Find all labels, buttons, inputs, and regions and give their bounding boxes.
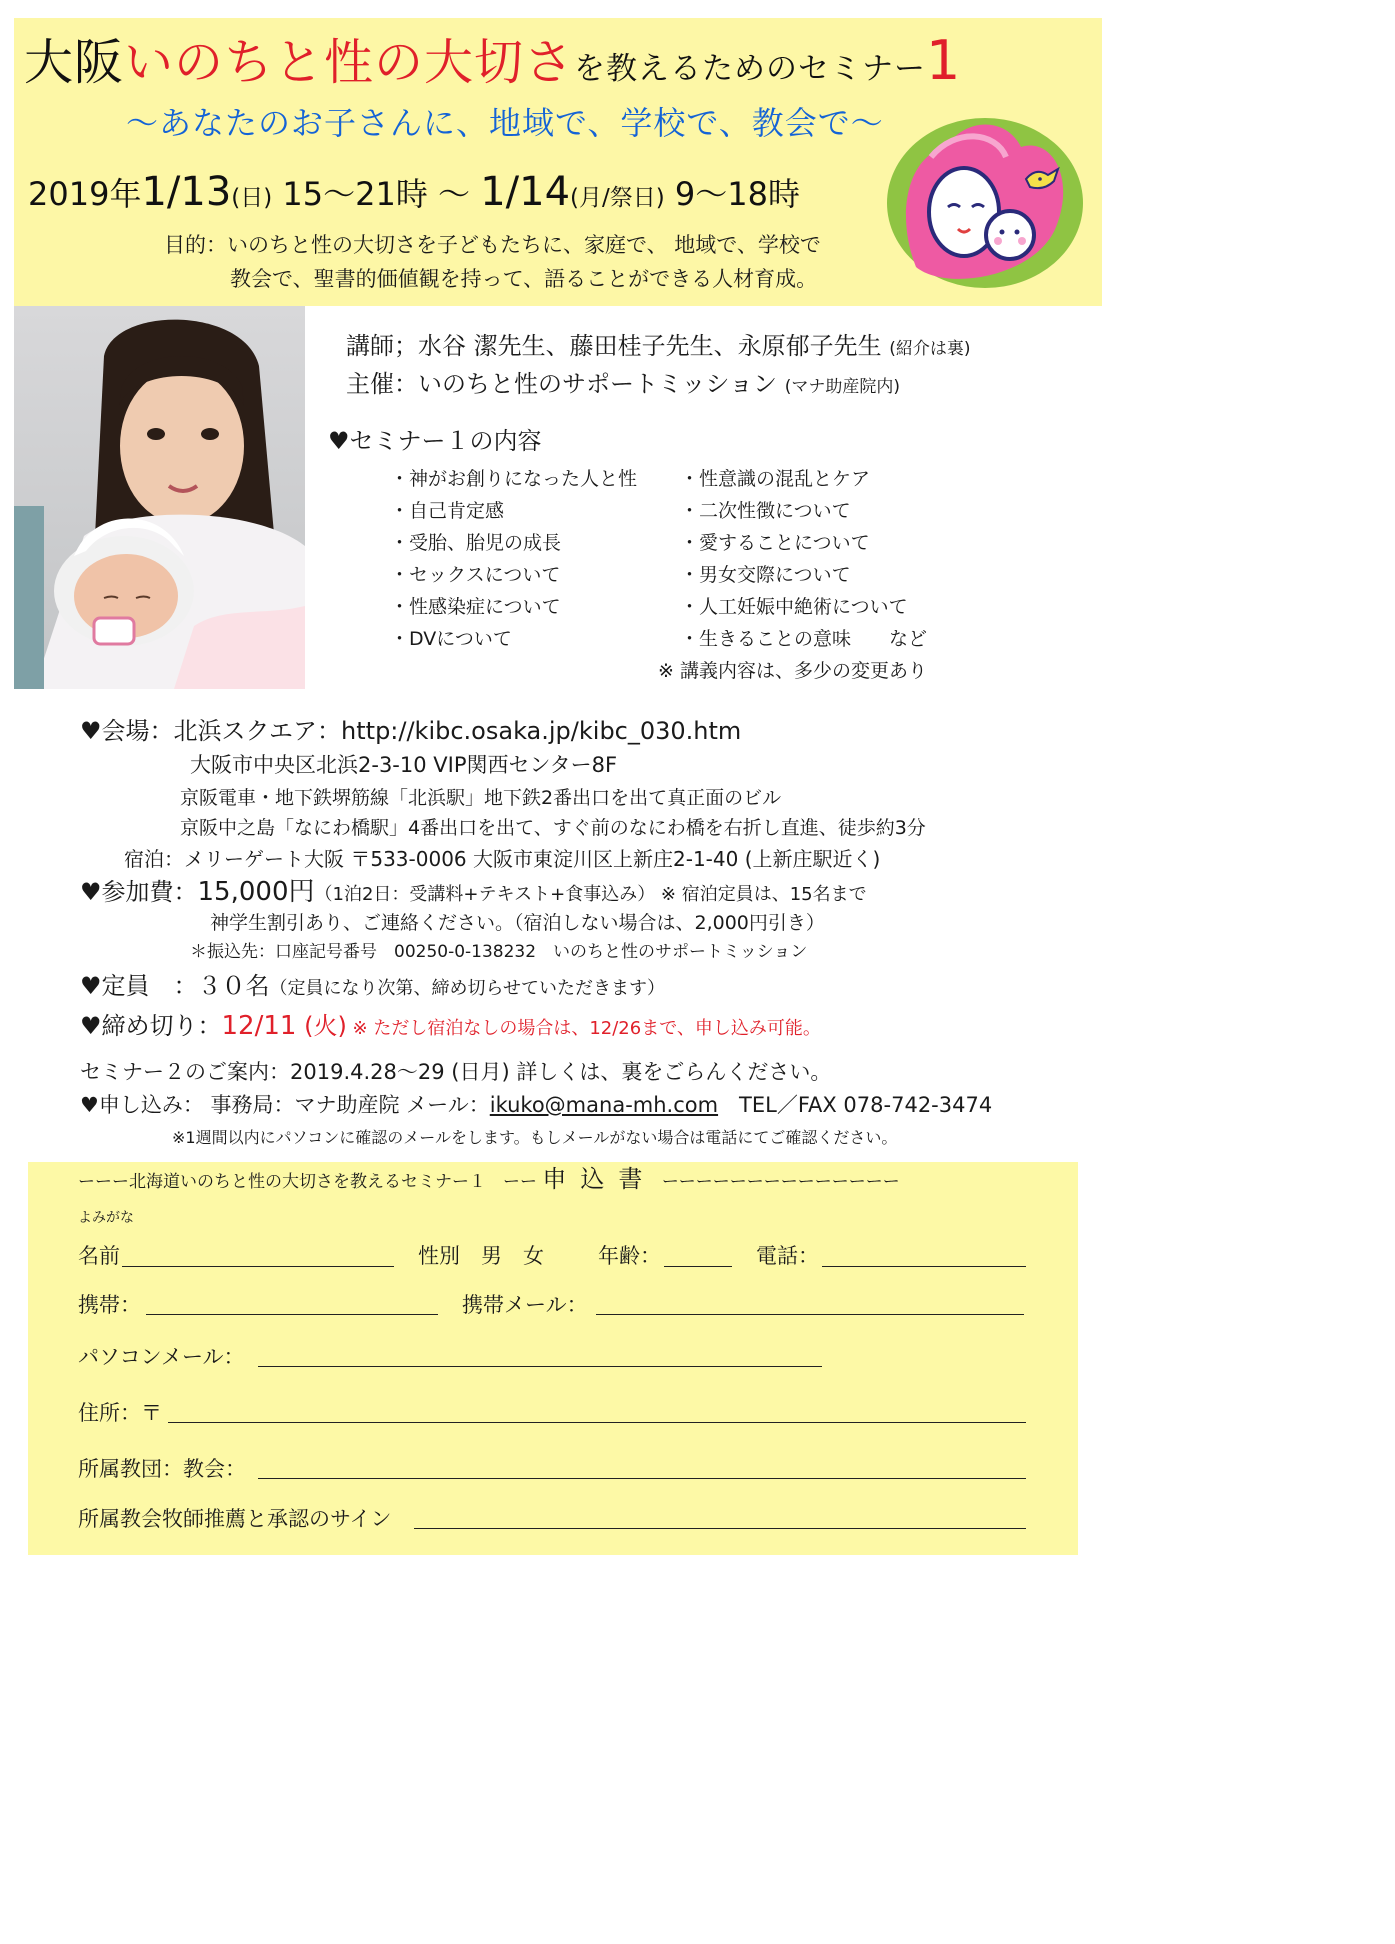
change-note: ※ 講義内容は、多少の変更あり <box>658 660 927 682</box>
mother-and-baby-logo-icon <box>886 117 1084 289</box>
content-heading: ♥セミナー１の内容 <box>328 427 542 455</box>
deadline-note: ※ ただし宿泊なしの場合は、12/26まで、申し込み可能。 <box>346 1018 821 1039</box>
fee-line <box>80 876 867 911</box>
content-item-right-2: ・二次性徴について <box>680 500 851 522</box>
apply-email-link[interactable]: ikuko@mana-mh.com <box>489 1093 719 1117</box>
lecturer-text: 講師；水谷 潔先生、藤田桂子先生、永原郁子先生 <box>346 332 882 360</box>
pc-mail-label: パソコンメール： <box>78 1345 245 1369</box>
capacity-line <box>80 970 665 1005</box>
deadline-date: 12/11 <box>221 1011 297 1041</box>
form-header-right: ーーーーーーーーーーーーーー <box>661 1172 900 1192</box>
deadline-label: ♥締め切り： <box>80 1012 222 1040</box>
mobile-field[interactable] <box>146 1314 438 1315</box>
yomigana-label: よみがな <box>78 1210 134 1226</box>
church-label: 所属教団：教会： <box>78 1457 246 1481</box>
deadline-line <box>80 1010 821 1045</box>
name-field[interactable] <box>122 1266 394 1267</box>
form-header-left: ーーー北海道いのちと性の大切さを教えるセミナー１ ーー <box>78 1172 537 1192</box>
organizer-text: 主催：いのちと性のサポートミッション <box>346 370 778 398</box>
content-item-right-5: ・人工妊娠中絶術について <box>680 596 908 618</box>
age-field[interactable] <box>664 1266 732 1267</box>
lecturer-line <box>346 330 971 365</box>
mobile-mail-label: 携帯メール： <box>462 1293 588 1317</box>
content-item-right-6: ・生きることの意味 など <box>680 628 928 650</box>
phone-field[interactable] <box>822 1266 1026 1267</box>
seminar2-notice: セミナー２のご案内：2019.4.28～29 (日月) 詳しくは、裏をごらんください。 <box>80 1060 832 1084</box>
date-day2: 1/14 <box>480 169 571 215</box>
content-item-right-3: ・愛することについて <box>680 532 870 554</box>
fee-label: ♥参加費： <box>80 878 198 906</box>
apply-line <box>80 1090 992 1120</box>
content-item-left-3: ・受胎、胎児の成長 <box>390 532 562 554</box>
title-number: 1 <box>926 29 962 92</box>
subtitle: ～あなたのお子さんに、地域で、学校で、教会で～ <box>126 104 884 142</box>
content-item-left-1: ・神がお創りになった人と性 <box>390 468 638 490</box>
content-item-right-1: ・性意識の混乱とケア <box>680 468 871 490</box>
date-year: 2019年 <box>28 175 142 213</box>
date-time1: 15～21時 ～ <box>272 175 481 213</box>
lecturer-note: (紹介は裏) <box>889 339 971 359</box>
purpose-line-2: 教会で、聖書的価値観を持って、語ることができる人材育成。 <box>230 267 818 291</box>
purpose-line-1: 目的：いのちと性の大切さを子どもたちに、家庭で、 地域で、学校で <box>164 233 821 257</box>
church-field[interactable] <box>258 1478 1026 1479</box>
title-suffix: を教えるためのセミナー <box>574 51 927 87</box>
bank-transfer-line: ＊振込先：口座記号番号 00250-0-138232 いのちと性のサポートミッション <box>190 942 808 962</box>
capacity-label: ♥定員 ：３０名 <box>80 972 270 1000</box>
fee-amount: 15,000円 <box>197 877 315 907</box>
phone-label: 電話： <box>756 1244 819 1268</box>
content-item-left-6: ・DVについて <box>390 628 512 650</box>
title-prefix: 大阪 <box>24 34 125 91</box>
apply-note: ※1週間以内にパソコンに確認のメールをします。もしメールがない場合は電話にてご確認ください。 <box>172 1128 898 1147</box>
fee-discount-line: 神学生割引あり、ご連絡ください。（宿泊しない場合は、2,000円引き） <box>210 912 825 934</box>
deadline-weekday: (火) <box>296 1012 347 1040</box>
date-weekday1: (日) <box>231 185 273 211</box>
fee-note: （1泊2日：受講料+テキスト+食事込み） ※ 宿泊定員は、15名まで <box>314 884 867 905</box>
mobile-mail-field[interactable] <box>596 1314 1024 1315</box>
event-date <box>28 170 800 220</box>
girl-holding-newborn-photo <box>14 306 305 689</box>
age-label: 年齢： <box>598 1244 661 1268</box>
venue-line: ♥会場：北浜スクエア：http://kibc.osaka.jp/kibc_030.htm <box>80 717 742 745</box>
form-title: 申込書 <box>542 1165 657 1193</box>
date-weekday2: (月/祭日) <box>570 185 665 211</box>
address-field[interactable] <box>168 1422 1026 1423</box>
access-line-1: 京阪電車・地下鉄堺筋線「北浜駅」地下鉄2番出口を出て真正面のビル <box>180 787 782 809</box>
organizer-line <box>346 368 900 403</box>
apply-tel: TEL／FAX 078-742-3474 <box>718 1093 993 1117</box>
address-label: 住所：〒 <box>78 1401 162 1425</box>
content-item-left-4: ・セックスについて <box>390 564 561 586</box>
apply-prefix: ♥申し込み： 事務局：マナ助産院 メール： <box>80 1093 490 1117</box>
name-label: 名前 <box>78 1244 120 1268</box>
date-day1: 1/13 <box>141 169 232 215</box>
venue-address: 大阪市中央区北浜2-3-10 VIP関西センター8F <box>190 753 618 777</box>
content-item-left-5: ・性感染症について <box>390 596 561 618</box>
gender-label: 性別 男 女 <box>418 1244 544 1268</box>
form-header <box>78 1166 900 1195</box>
page-title <box>24 30 961 100</box>
pc-mail-field[interactable] <box>258 1366 822 1367</box>
access-line-2: 京阪中之島「なにわ橋駅」4番出口を出て、すぐ前のなにわ橋を右折し直進、徒歩約3分 <box>180 817 926 839</box>
capacity-note: （定員になり次第、締め切らせていただきます） <box>269 978 665 999</box>
date-time2: 9～18時 <box>664 175 800 213</box>
signature-label: 所属教会牧師推薦と承認のサイン <box>78 1507 392 1531</box>
organizer-note: (マナ助産院内) <box>784 377 900 397</box>
mobile-label: 携帯： <box>78 1293 141 1317</box>
signature-field[interactable] <box>414 1528 1026 1529</box>
title-highlight: いのちと性の大切さ <box>124 34 575 91</box>
lodging-line: 宿泊：メリーゲート大阪 〒533-0006 大阪市東淀川区上新庄2-1-40 (上新庄駅近く) <box>124 847 881 871</box>
content-item-left-2: ・自己肯定感 <box>390 500 505 522</box>
content-item-right-4: ・男女交際について <box>680 564 851 586</box>
